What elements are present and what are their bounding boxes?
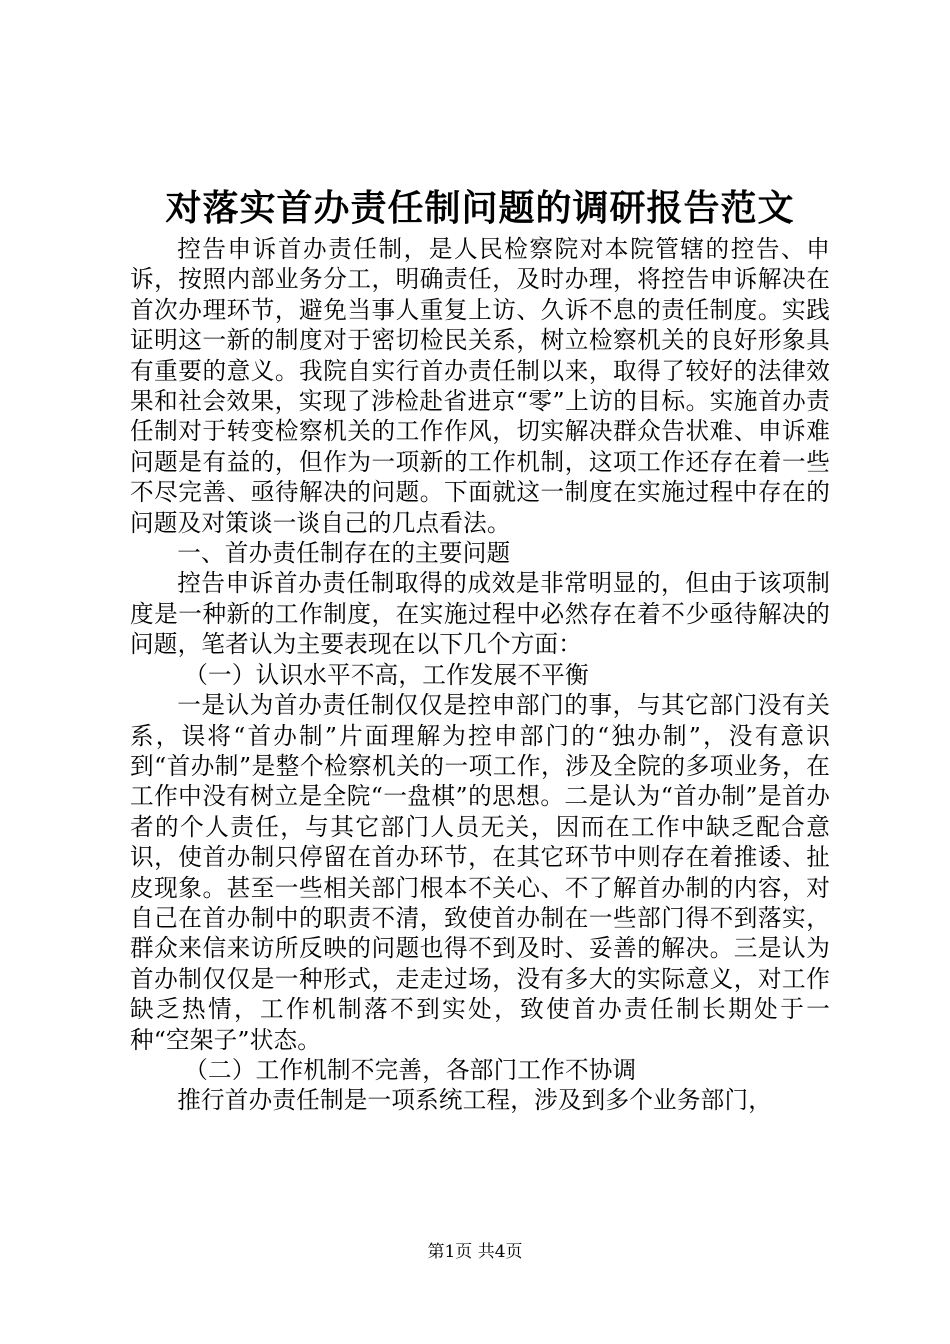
paragraph-subsection-2: 推行首办责任制是一项系统工程，涉及到多个业务部门，	[177, 1086, 773, 1115]
paragraph-section-1: 控告申诉首办责任制取得的成效是非常明显的，但由于该项制度是一种新的工作制度，在实施过程中必然存在着不少亟待解决的问题，笔者认为主要表现在以下几个方面：	[130, 569, 830, 659]
paragraph-intro: 控告申诉首办责任制，是人民检察院对本院管辖的控告、申诉，按照内部业务分工，明确责任，及时办理，将控告申诉解决在首次办理环节，避免当事人重复上访、久诉不息的责任制度。实践证明这一新的制度对于密切检民关系，树立检察机关的良好形象具有重要的意义。我院自实行首办责任制以来，取得了较好的法律效果和社会效果，实现了涉检赴省进京“零”上访的目标。实施首办责任制对于转变检察机关的工作作风，切实解决群众告状难、申诉难问题是有益的，但作为一项新的工作机制，这项工作还存在着一些不尽完善、亟待解决的问题。下面就这一制度在实施过程中存在的问题及对策谈一谈自己的几点看法。	[130, 235, 830, 537]
document-body	[130, 234, 830, 1116]
subsection-heading-1: （一）认识水平不高，工作发展不平衡	[184, 660, 589, 689]
page-footer: 第1页 共4页	[427, 1242, 523, 1262]
paragraph-subsection-1: 一是认为首办责任制仅仅是控申部门的事，与其它部门没有关系，误将“首办制”片面理解为控申部门的“独办制”，没有意识到“首办制”是整个检察机关的一项工作，涉及全院的多项业务，在工作中没有树立是全院“一盘棋”的思想。二是认为“首办制”是首办者的个人责任，与其它部门人员无关，因而在工作中缺乏配合意识，使首办制只停留在首办环节，在其它环节中则存在着推诿、扯皮现象。甚至一些相关部门根本不关心、不了解首办制的内容，对自己在首办制中的职责不清，致使首办制在一些部门得不到落实，群众来信来访所反映的问题也得不到及时、妥善的解决。三是认为首办制仅仅是一种形式，走走过场，没有多大的实际意义，对工作缺乏热情，工作机制落不到实处，致使首办责任制长期处于一种“空架子”状态。	[130, 691, 830, 1054]
document-title: 对落实首办责任制问题的调研报告范文	[165, 187, 795, 229]
subsection-heading-2: （二）工作机制不完善，各部门工作不协调	[184, 1055, 637, 1084]
section-heading-1: 一、首办责任制存在的主要问题	[177, 539, 511, 568]
